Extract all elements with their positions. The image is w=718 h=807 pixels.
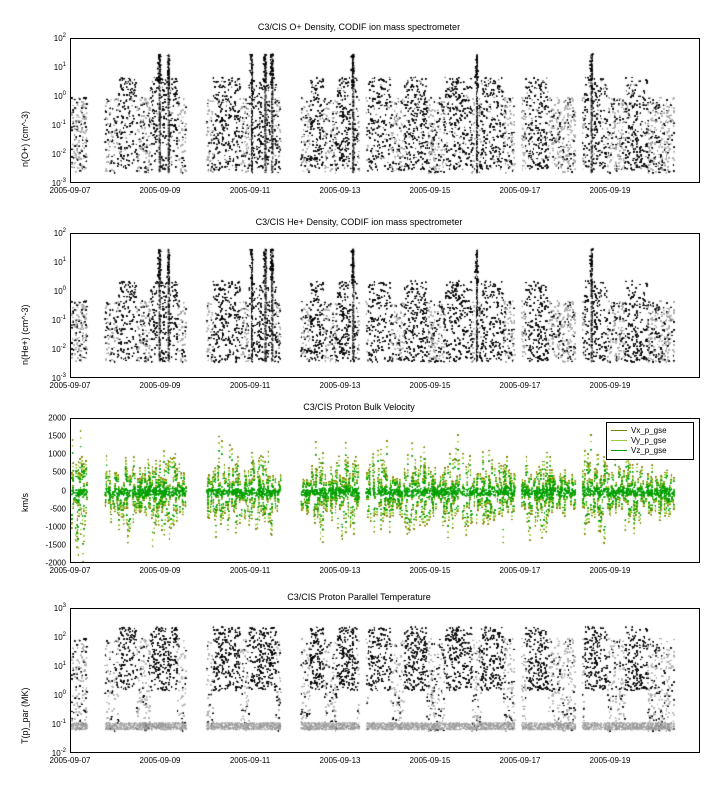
legend-label-vy: Vy_p_gse — [631, 435, 667, 445]
x-tick-label: 2005-09-13 — [319, 756, 361, 765]
x-tick-label: 2005-09-13 — [319, 381, 361, 390]
y-tick-label: $10^{-2}$ — [51, 149, 66, 159]
plot-area-he-plus — [70, 233, 700, 378]
y-axis-label-o-plus: n(O+) (cm^-3) — [20, 111, 30, 167]
plot-area-o-plus — [70, 38, 700, 183]
y-tick-label: $10^2$ — [53, 228, 66, 238]
x-tick-label: 2005-09-17 — [499, 186, 541, 195]
y-tick-label: $10^{-3}$ — [51, 178, 66, 188]
y-tick-label: $10^1$ — [53, 661, 66, 671]
legend-line-icon — [611, 430, 627, 431]
panel-o-plus-density — [0, 22, 718, 207]
y-ticklabels-he-plus — [16, 228, 66, 383]
panel-proton-bulk-velocity — [0, 402, 718, 592]
y-tick-label: -1000 — [45, 522, 66, 532]
panel-title-proton-temperature: C3/CIS Proton Parallel Temperature — [287, 592, 431, 602]
y-tick-label: 0 — [61, 486, 66, 495]
y-tick-label: $10^3$ — [53, 603, 66, 613]
x-tick-label: 2005-09-09 — [139, 186, 181, 195]
legend-entry-vx — [611, 425, 689, 435]
legend-entry-vz — [611, 445, 689, 455]
plot-area-temperature — [70, 608, 700, 753]
panel-he-plus-density — [0, 217, 718, 402]
x-ticklabels-temperature — [49, 756, 700, 770]
x-tick-label: 2005-09-15 — [409, 566, 451, 575]
y-tick-label: -500 — [49, 504, 66, 514]
x-tick-label: 2005-09-07 — [49, 566, 91, 575]
y-tick-label: $10^{-1}$ — [51, 315, 66, 325]
x-tick-label: 2005-09-19 — [589, 566, 631, 575]
x-tick-label: 2005-09-15 — [409, 186, 451, 195]
x-tick-label: 2005-09-11 — [229, 186, 271, 195]
y-tick-label: 2000 — [48, 413, 66, 423]
panel-title-o-plus-density: C3/CIS O+ Density, CODIF ion mass spectrometer — [257, 22, 461, 32]
x-tick-label: 2005-09-07 — [49, 381, 91, 390]
legend-velocity — [606, 422, 694, 460]
y-ticklabels-velocity — [16, 413, 66, 568]
x-tick-label: 2005-09-13 — [319, 566, 361, 575]
y-tick-label: $10^{-2}$ — [51, 344, 66, 354]
y-axis-label-he-plus: n(He+) (cm^-3) — [20, 304, 30, 365]
y-ticklabels-o-plus — [16, 33, 66, 188]
x-ticklabels-o-plus — [49, 186, 700, 200]
panel-proton-parallel-temperature — [0, 592, 718, 782]
y-axis-label-velocity: km/s — [20, 493, 30, 512]
x-tick-label: 2005-09-19 — [589, 381, 631, 390]
legend-label-vz: Vz_p_gse — [631, 445, 667, 455]
y-tick-label: $10^0$ — [53, 286, 66, 296]
x-tick-label: 2005-09-09 — [139, 756, 181, 765]
x-tick-label: 2005-09-09 — [139, 381, 181, 390]
x-tick-label: 2005-09-07 — [49, 756, 91, 765]
y-tick-label: 500 — [52, 467, 66, 477]
panel-title-he-plus-density: C3/CIS He+ Density, CODIF ion mass spectrometer — [255, 217, 463, 227]
x-tick-label: 2005-09-15 — [409, 756, 451, 765]
y-tick-label: $10^1$ — [53, 257, 66, 267]
panel-title-proton-velocity: C3/CIS Proton Bulk Velocity — [303, 402, 415, 412]
y-tick-label: $10^{-3}$ — [51, 373, 66, 383]
x-tick-label: 2005-09-17 — [499, 381, 541, 390]
legend-line-icon — [611, 440, 627, 441]
y-tick-label: -1500 — [45, 540, 66, 550]
y-tick-label: $10^{-2}$ — [51, 748, 66, 758]
x-tick-label: 2005-09-17 — [499, 566, 541, 575]
scatter-canvas-o-plus — [71, 39, 700, 183]
x-tick-label: 2005-09-07 — [49, 186, 91, 195]
y-tick-label: $10^{-1}$ — [51, 719, 66, 729]
x-tick-label: 2005-09-15 — [409, 381, 451, 390]
legend-label-vx: Vx_p_gse — [631, 425, 667, 435]
y-tick-label: $10^2$ — [53, 33, 66, 43]
y-tick-label: 1000 — [48, 449, 66, 459]
y-ticklabels-temperature — [16, 603, 66, 758]
x-tick-label: 2005-09-11 — [229, 381, 271, 390]
x-ticklabels-velocity — [49, 566, 700, 580]
scatter-canvas-he-plus — [71, 234, 700, 378]
y-tick-label: $10^{-1}$ — [51, 120, 66, 130]
y-axis-label-temperature: T(p)_par (MK) — [20, 687, 30, 744]
y-tick-label: $10^2$ — [53, 632, 66, 642]
x-tick-label: 2005-09-11 — [229, 756, 271, 765]
scatter-canvas-temperature — [71, 609, 700, 753]
x-tick-label: 2005-09-11 — [229, 566, 271, 575]
x-ticklabels-he-plus — [49, 381, 700, 395]
legend-line-icon — [611, 450, 627, 451]
y-tick-label: $10^0$ — [53, 91, 66, 101]
y-tick-label: $10^1$ — [53, 62, 66, 72]
y-tick-label: 1500 — [48, 431, 66, 441]
x-tick-label: 2005-09-13 — [319, 186, 361, 195]
x-tick-label: 2005-09-09 — [139, 566, 181, 575]
y-tick-label: -2000 — [45, 558, 66, 568]
x-tick-label: 2005-09-17 — [499, 756, 541, 765]
x-tick-label: 2005-09-19 — [589, 186, 631, 195]
x-tick-label: 2005-09-19 — [589, 756, 631, 765]
y-tick-label: $10^0$ — [53, 690, 66, 700]
legend-entry-vy — [611, 435, 689, 445]
